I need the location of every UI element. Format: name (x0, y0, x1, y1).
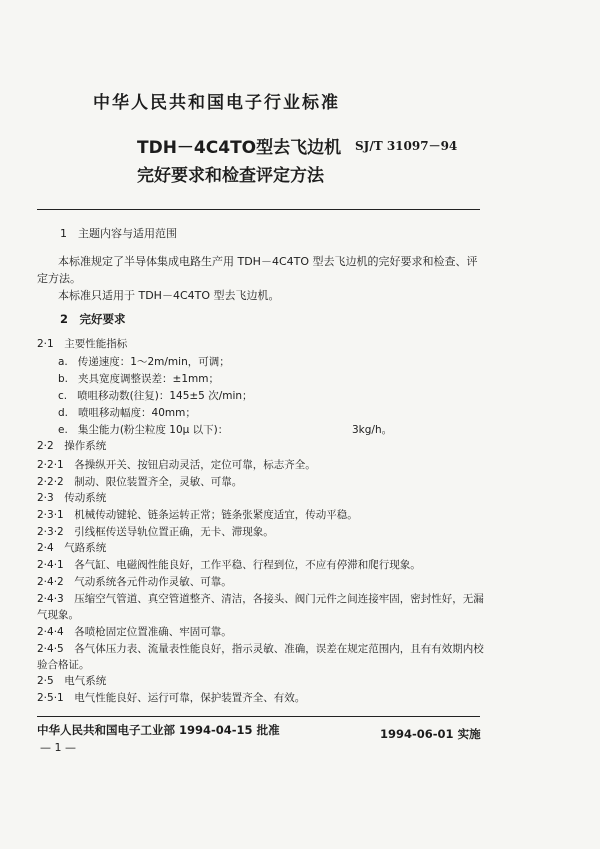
standard-code: SJ/T 31097－94 (355, 139, 458, 153)
clause-2-3-1: 2·3·1 机械传动键轮、链条运转正常；链条张紧度适宜，传动平稳。 (37, 509, 358, 521)
page-number: — 1 — (40, 741, 76, 754)
list-item: c. 喷咀移动数(往复)：145±5 次/min； (58, 390, 253, 402)
section1-para2: 本标准只适用于 TDH－4C4TO 型去飞边机。 (58, 289, 280, 302)
clause-2-2-1: 2·2·1 各操纵开关、按钮启动灵活，定位可靠，标志齐全。 (37, 459, 316, 471)
clause-2-5-1: 2·5·1 电气性能良好、运行可靠，保护装置齐全、有效。 (37, 692, 306, 704)
list-item: d. 喷咀移动幅度：40mm； (58, 407, 196, 419)
header-divider (37, 209, 480, 210)
section2-heading: 2 完好要求 (60, 312, 126, 326)
section1-para1: 本标准规定了半导体集成电路生产用 TDH－4C4TO 型去飞边机的完好要求和检查、评 (58, 255, 478, 268)
clause-2-4-3: 2·4·3 压缩空气管道、真空管道整齐、清洁，各接头、阀门元件之间连接牢固，密封性好，无漏 (37, 593, 484, 605)
footer-divider (37, 716, 480, 717)
clause-2-2-2: 2·2·2 制动、限位装置齐全，灵敏、可靠。 (37, 476, 243, 488)
document-title-line1: TDH－4C4TO型去飞边机 (137, 138, 342, 158)
list-item: b. 夹具宽度调整误差：±1mm； (58, 373, 219, 385)
section1-heading: 1 主题内容与适用范围 (60, 227, 177, 240)
clause-2-4-2: 2·4·2 气动系统各元件动作灵敏、可靠。 (37, 576, 232, 588)
clause-2-4-1: 2·4·1 各气缸、电磁阀性能良好，工作平稳、行程到位，不应有停滞和爬行现象。 (37, 559, 421, 571)
clause-2-2: 2·2 操作系统 (37, 440, 107, 452)
section1-para1-cont: 定方法。 (37, 272, 81, 285)
clause-2-1: 2·1 主要性能指标 (37, 338, 128, 350)
approval-note: 中华人民共和国电子工业部 1994-04-15 批准 (37, 723, 280, 737)
standard-category: 中华人民共和国电子行业标准 (93, 93, 340, 113)
dust-capacity-value: 3kg/h。 (352, 424, 393, 436)
list-item: a. 传递速度：1～2m/min，可调； (58, 356, 230, 368)
clause-2-4: 2·4 气路系统 (37, 542, 107, 554)
clause-2-3: 2·3 传动系统 (37, 492, 107, 504)
clause-2-5: 2·5 电气系统 (37, 675, 107, 687)
clause-2-4-4: 2·4·4 各喷枪固定位置准确、牢固可靠。 (37, 626, 232, 638)
clause-2-3-2: 2·3·2 引线框传送导轨位置正确，无卡、滞现象。 (37, 526, 274, 538)
document-title-line2: 完好要求和检查评定方法 (137, 166, 324, 186)
effective-date: 1994-06-01 实施 (380, 727, 481, 741)
clause-2-4-5: 2·4·5 各气体压力表、流量表性能良好，指示灵敏、准确，误差在规定范围内，且有有效期内校 (37, 643, 484, 655)
clause-2-4-5-cont: 验合格证。 (37, 659, 90, 671)
list-item: e. 集尘能力(粉尘粒度 10μ 以下)： (58, 424, 229, 436)
clause-2-4-3-cont: 气现象。 (37, 609, 79, 621)
